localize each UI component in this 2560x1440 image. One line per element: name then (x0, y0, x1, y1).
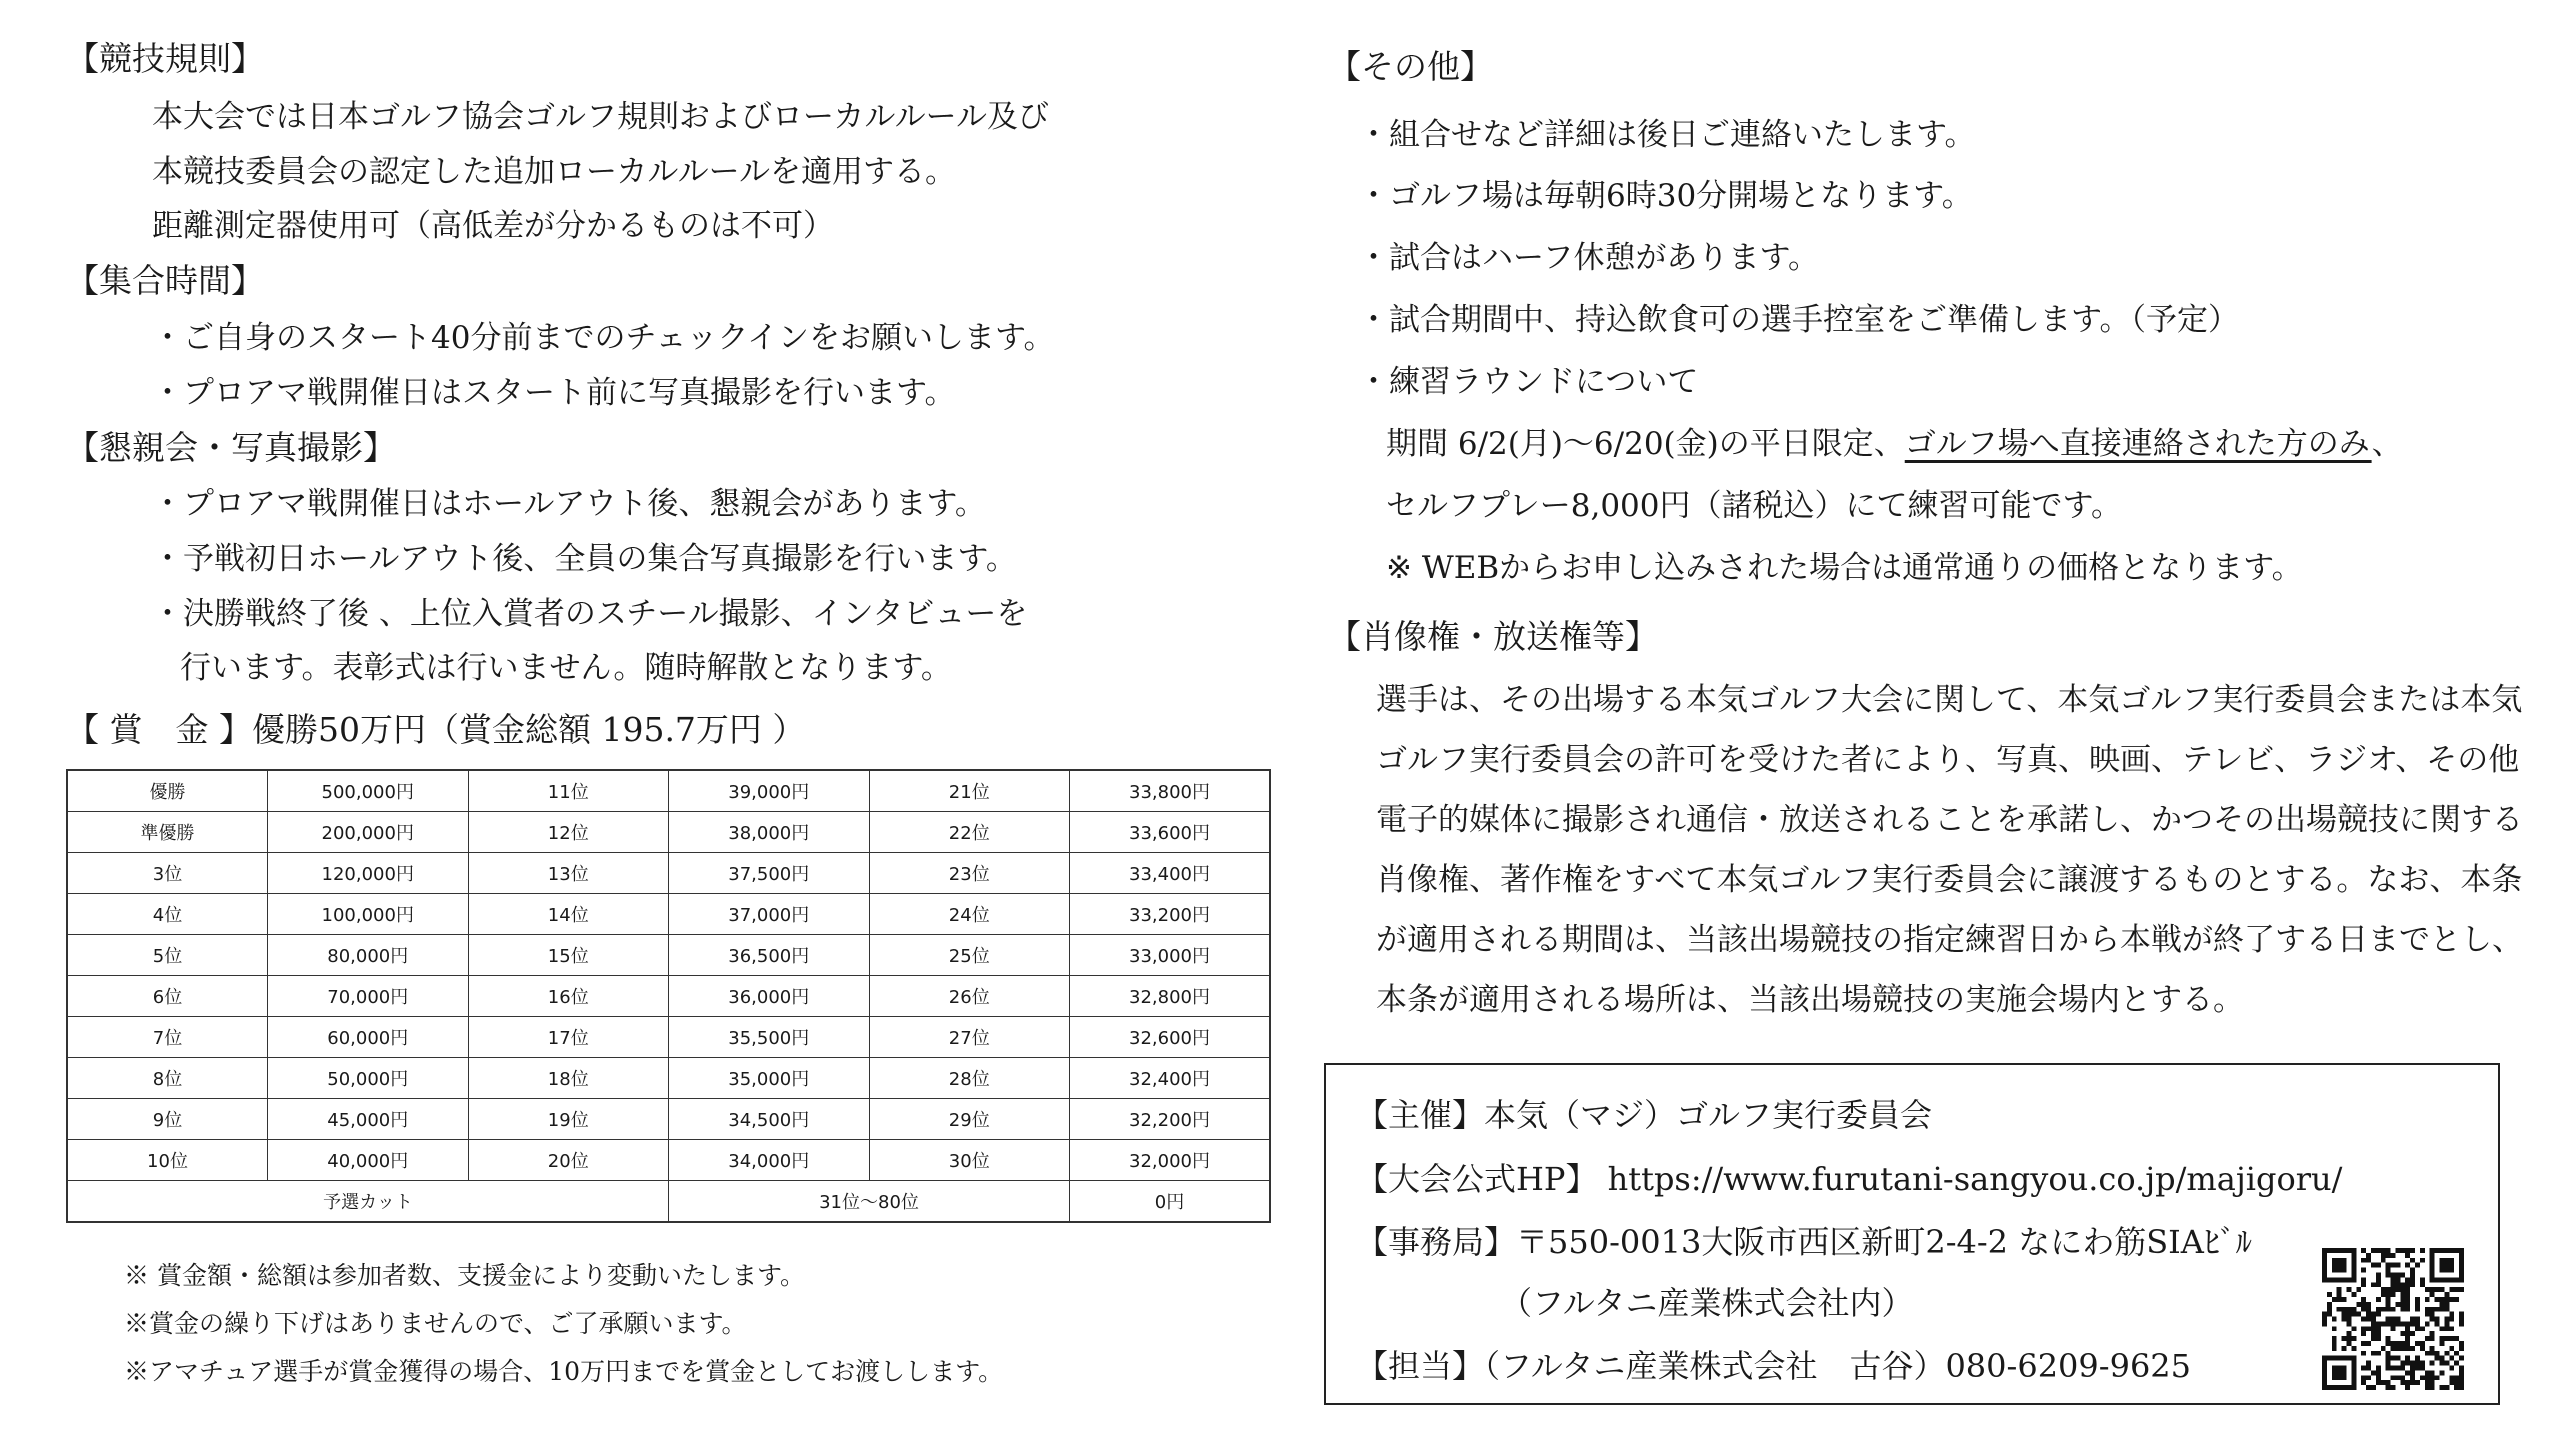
prize-note-3: ※アマチュア選手が賞金獲得の場合、10万円までを賞金としてお渡しします。 (124, 1357, 1004, 1386)
prize-rank-cell: 13位 (468, 853, 669, 894)
prize-rank-cell: 17位 (468, 1017, 669, 1058)
prize-amount-cell: 200,000円 (268, 812, 469, 853)
prize-amount-cell: 32,400円 (1070, 1058, 1271, 1099)
prize-amount-cell: 36,000円 (669, 976, 870, 1017)
prize-rank-cell: 11位 (468, 770, 669, 812)
prize-rank-cell: 16位 (468, 976, 669, 1017)
meeting-line-1: ・ご自身のスタート40分前までのチェックインをお願いします。 (152, 320, 1055, 356)
party-line-3: ・決勝戦終了後 、上位入賞者のスチール撮影、インタビューを (152, 596, 1028, 632)
prize-amount-cell: 32,200円 (1070, 1099, 1271, 1140)
prize-row (67, 894, 1270, 935)
prize-rank-cell: 25位 (869, 935, 1070, 976)
other-line-5: ・練習ラウンドについて (1358, 364, 1699, 400)
prize-amount-cell: 33,600円 (1070, 812, 1271, 853)
prize-amount-cell: 32,800円 (1070, 976, 1271, 1017)
rules-line-3: 距離測定器使用可（高低差が分かるものは不可） (152, 208, 834, 244)
practice-period: 期間 6/2(月)〜6/20(金)の平日限定、 (1386, 426, 1905, 462)
prize-amount-cell: 35,500円 (669, 1017, 870, 1058)
prize-amount-cell: 37,000円 (669, 894, 870, 935)
rights-line-6: 本条が適用される場所は、当該出場競技の実施会場内とする。 (1376, 982, 2244, 1018)
prize-rank-cell: 19位 (468, 1099, 669, 1140)
prize-rank-cell: 準優勝 (67, 812, 268, 853)
prize-amount-cell: 33,000円 (1070, 935, 1271, 976)
prize-rank-cell: 30位 (869, 1140, 1070, 1181)
rights-line-3: 電子的媒体に撮影され通信・放送されることを承諾し、かつその出場競技に関する (1376, 802, 2523, 838)
rights-line-4: 肖像権、著作権をすべて本気ゴルフ実行委員会に譲渡するものとする。なお、本条 (1376, 862, 2523, 898)
prize-rank-cell: 優勝 (67, 770, 268, 812)
practice-comma: 、 (2371, 426, 2403, 462)
prize-cut-row (67, 1181, 1270, 1223)
prize-row (67, 853, 1270, 894)
prize-amount-cell: 120,000円 (268, 853, 469, 894)
prize-cut-label: 予選カット (67, 1181, 669, 1223)
prize-rank-cell: 12位 (468, 812, 669, 853)
prize-cut-amount: 0円 (1070, 1181, 1271, 1223)
prize-cut-range: 31位〜80位 (669, 1181, 1070, 1223)
prize-amount-cell: 60,000円 (268, 1017, 469, 1058)
prize-rank-cell: 5位 (67, 935, 268, 976)
prize-amount-cell: 38,000円 (669, 812, 870, 853)
prize-amount-cell: 50,000円 (268, 1058, 469, 1099)
prize-rank-cell: 27位 (869, 1017, 1070, 1058)
prize-rank-cell: 18位 (468, 1058, 669, 1099)
prize-amount-cell: 70,000円 (268, 976, 469, 1017)
prize-amount-cell: 33,400円 (1070, 853, 1271, 894)
prize-rank-cell: 14位 (468, 894, 669, 935)
rights-line-5: が適用される期間は、当該出場競技の指定練習日から本戦が終了する日までとし、 (1376, 922, 2523, 958)
other-line-3: ・試合はハーフ休憩があります。 (1358, 240, 1819, 276)
practice-period-line (1386, 424, 2403, 464)
party-line-4: 行います。表彰式は行いません。随時解散となります。 (180, 650, 952, 686)
prize-rank-cell: 6位 (67, 976, 268, 1017)
prize-note-2: ※賞金の繰り下げはありませんので、ご了承願います。 (124, 1309, 747, 1338)
prize-rank-cell: 4位 (67, 894, 268, 935)
prize-rank-cell: 21位 (869, 770, 1070, 812)
prize-rank-cell: 8位 (67, 1058, 268, 1099)
office-sub-line: （フルタニ産業株式会社内） (1500, 1284, 1914, 1322)
prize-rank-cell: 29位 (869, 1099, 1070, 1140)
prize-amount-cell: 32,000円 (1070, 1140, 1271, 1181)
prize-amount-cell: 33,200円 (1070, 894, 1271, 935)
prize-row (67, 1058, 1270, 1099)
contact-line: 【担当】（フルタニ産業株式会社 古谷）080-6209-9625 (1356, 1347, 2192, 1385)
rights-heading: 【肖像権・放送権等】 (1328, 617, 1658, 656)
organizer-info-box (1324, 1063, 2500, 1405)
meeting-line-2: ・プロアマ戦開催日はスタート前に写真撮影を行います。 (152, 375, 956, 411)
practice-price: セルフプレー8,000円（諸税込）にて練習可能です。 (1386, 488, 2123, 524)
qr-code-icon[interactable] (2322, 1248, 2464, 1390)
prize-amount-cell: 45,000円 (268, 1099, 469, 1140)
prize-rank-cell: 24位 (869, 894, 1070, 935)
prize-amount-cell: 34,000円 (669, 1140, 870, 1181)
prize-amount-cell: 36,500円 (669, 935, 870, 976)
meeting-heading: 【集合時間】 (66, 261, 264, 300)
practice-web-note: ※ WEBからお申し込みされた場合は通常通りの価格となります。 (1386, 550, 2303, 586)
office-line: 【事務局】〒550-0013大阪市西区新町2-4-2 なにわ筋SIAﾋﾞﾙ (1356, 1223, 2252, 1261)
prize-amount-cell: 40,000円 (268, 1140, 469, 1181)
prize-rank-cell: 26位 (869, 976, 1070, 1017)
prize-rank-cell: 23位 (869, 853, 1070, 894)
website-line[interactable]: 【大会公式HP】 https://www.furutani-sangyou.co.jp/majigoru/ (1356, 1160, 2343, 1198)
prize-amount-cell: 80,000円 (268, 935, 469, 976)
prize-row (67, 935, 1270, 976)
prize-amount-cell: 32,600円 (1070, 1017, 1271, 1058)
prize-amount-cell: 35,000円 (669, 1058, 870, 1099)
prize-row (67, 1099, 1270, 1140)
prize-rank-cell: 7位 (67, 1017, 268, 1058)
prize-amount-cell: 100,000円 (268, 894, 469, 935)
organizer-line: 【主催】本気（マジ）ゴルフ実行委員会 (1356, 1096, 1933, 1134)
prize-rank-cell: 22位 (869, 812, 1070, 853)
other-heading: 【その他】 (1328, 47, 1493, 86)
prize-row (67, 1017, 1270, 1058)
prize-amount-cell: 39,000円 (669, 770, 870, 812)
rights-line-1: 選手は、その出場する本気ゴルフ大会に関して、本気ゴルフ実行委員会または本気 (1376, 682, 2523, 718)
prize-rank-cell: 28位 (869, 1058, 1070, 1099)
practice-direct-contact: ゴルフ場へ直接連絡された方のみ (1904, 426, 2372, 462)
prize-rank-cell: 9位 (67, 1099, 268, 1140)
prize-amount-cell: 33,800円 (1070, 770, 1271, 812)
prize-amount-cell: 34,500円 (669, 1099, 870, 1140)
rules-heading: 【競技規則】 (66, 39, 264, 78)
rules-line-1: 本大会では日本ゴルフ協会ゴルフ規則およびローカルルール及び (152, 99, 1049, 135)
other-line-2: ・ゴルフ場は毎朝6時30分開場となります。 (1358, 178, 1973, 214)
prize-row (67, 770, 1270, 812)
prize-amount-cell: 500,000円 (268, 770, 469, 812)
other-line-1: ・組合せなど詳細は後日ご連絡いたします。 (1358, 117, 1976, 153)
prize-amount-cell: 37,500円 (669, 853, 870, 894)
party-line-2: ・予戦初日ホールアウト後、全員の集合写真撮影を行います。 (152, 541, 1017, 577)
prize-table (66, 769, 1271, 1223)
prize-row (67, 976, 1270, 1017)
prize-row (67, 1140, 1270, 1181)
party-line-1: ・プロアマ戦開催日はホールアウト後、懇親会があります。 (152, 486, 986, 522)
prize-rank-cell: 15位 (468, 935, 669, 976)
other-line-4: ・試合期間中、持込飲食可の選手控室をご準備します。（予定） (1358, 302, 2240, 338)
prize-rank-cell: 10位 (67, 1140, 268, 1181)
prize-rank-cell: 3位 (67, 853, 268, 894)
prize-heading: 【 賞 金 】優勝50万円（賞金総額 195.7万円 ） (66, 710, 806, 749)
rules-line-2: 本競技委員会の認定した追加ローカルルールを適用する。 (152, 154, 956, 190)
prize-row (67, 812, 1270, 853)
rights-line-2: ゴルフ実行委員会の許可を受けた者により、写真、映画、テレビ、ラジオ、その他 (1376, 742, 2520, 778)
prize-note-1: ※ 賞金額・総額は参加者数、支援金により変動いたします。 (124, 1261, 805, 1290)
prize-rank-cell: 20位 (468, 1140, 669, 1181)
party-heading: 【懇親会・写真撮影】 (66, 428, 396, 467)
